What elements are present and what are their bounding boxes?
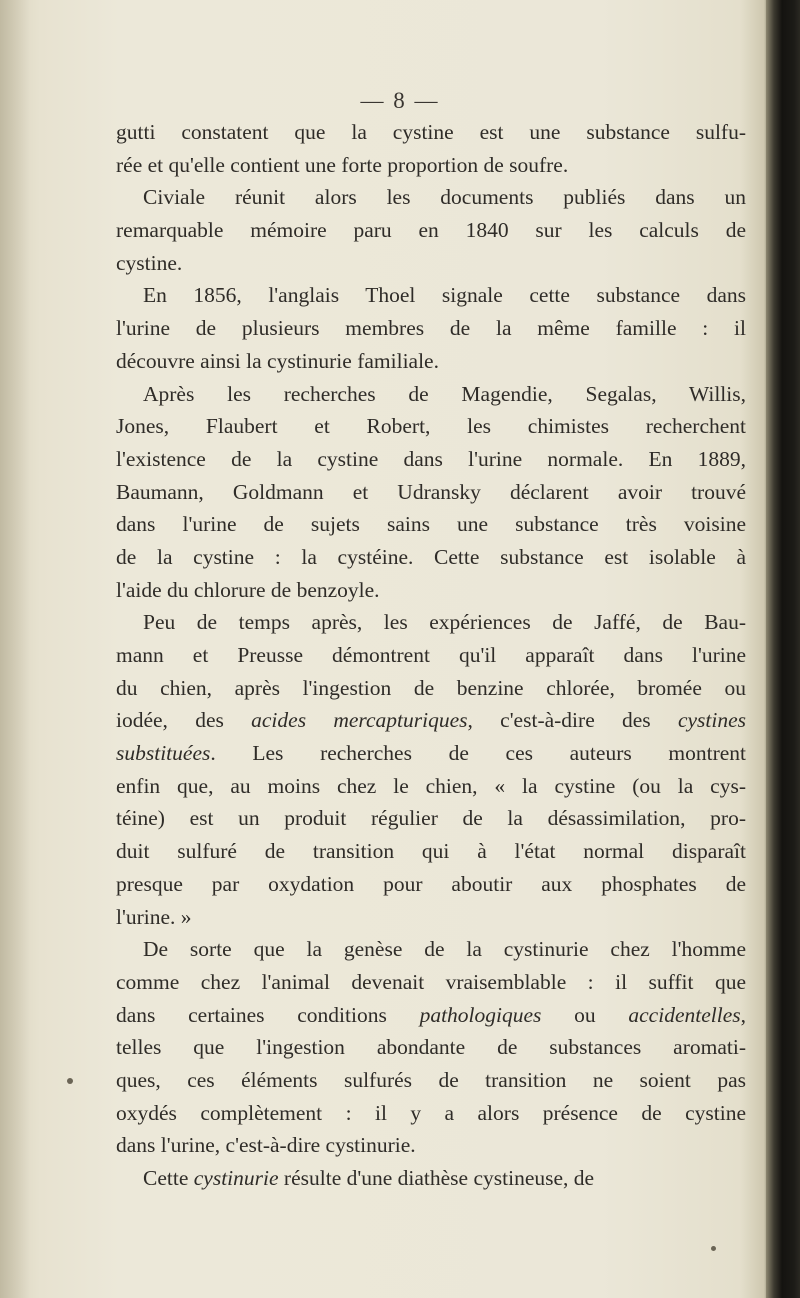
- text-run: . Les recherches de ces auteurs montrent: [210, 741, 746, 766]
- text-line: presque par oxydation pour aboutir aux phosphates de: [116, 871, 746, 896]
- text-line: l'aide du chlorure de benzoyle.: [116, 577, 380, 602]
- text-line: dans l'urine de sujets sains une substance très voisine: [116, 512, 746, 537]
- text-line: [116, 704, 746, 737]
- italic-term: pathologiques: [419, 1002, 542, 1027]
- text-line: téine) est un produit régulier de la désassimilation, pro-: [116, 806, 746, 831]
- text-line: Civiale réunit alors les documents publiés dans un: [143, 185, 746, 210]
- text-run: , c'est-à-dire des: [467, 708, 678, 733]
- italic-term: acides mercapturiques: [251, 708, 468, 733]
- text-line: l'urine. »: [116, 904, 192, 929]
- text-line: l'urine de plusieurs membres de la même famille : il: [116, 316, 746, 341]
- text-line: enfin que, au moins chez le chien, « la cystine (ou la cys-: [116, 773, 746, 798]
- text-line: découvre ainsi la cystinurie familiale.: [116, 348, 439, 373]
- page-gutter-shadow: [0, 0, 30, 1298]
- text-line: Peu de temps après, les expériences de Jaffé, de Bau-: [143, 610, 746, 635]
- text-line: cystine.: [116, 250, 183, 275]
- text-line: de la cystine : la cystéine. Cette substance est isolable à: [116, 544, 746, 569]
- italic-term: cystines: [677, 708, 746, 733]
- text-line: gutti constatent que la cystine est une substance sulfu-: [116, 120, 746, 144]
- text-line: mann et Preusse démontrent qu'il apparaît dans l'urine: [116, 643, 746, 667]
- page-number: — 8 —: [360, 88, 440, 113]
- text-line: l'existence de la cystine dans l'urine normale. En 1889,: [116, 446, 746, 471]
- book-binding: [766, 0, 800, 1298]
- italic-term: accidentelles: [628, 1002, 741, 1027]
- text-line: comme chez l'animal devenait vraisemblable : il suffit que: [116, 969, 746, 994]
- text-run: iodée, des: [116, 708, 252, 733]
- text-line: [116, 999, 746, 1032]
- ink-speck: [67, 1078, 73, 1084]
- text-line: ques, ces éléments sulfurés de transition ne soient pas: [116, 1067, 746, 1092]
- text-line: dans l'urine, c'est-à-dire cystinurie.: [116, 1133, 416, 1158]
- ink-speck: [711, 1246, 716, 1251]
- text-run: Cette: [143, 1166, 194, 1190]
- text-line: Après les recherches de Magendie, Segalas, Willis,: [143, 381, 746, 406]
- italic-term: substituées: [116, 741, 211, 766]
- text-line: duit sulfuré de transition qui à l'état normal disparaît: [116, 839, 746, 864]
- text-line: oxydés complètement : il y a alors présence de cystine: [116, 1100, 746, 1125]
- text-run: résulte d'une diathèse cystineuse, de: [278, 1166, 595, 1190]
- text-line: rée et qu'elle contient une forte proportion de soufre.: [116, 152, 569, 177]
- text-line: [116, 737, 746, 770]
- text-line: [116, 1162, 746, 1195]
- text-run: ,: [740, 1002, 746, 1027]
- text-line: En 1856, l'anglais Thoel signale cette substance dans: [143, 283, 746, 308]
- text-run: dans certaines conditions: [116, 1002, 420, 1027]
- text-line: De sorte que la genèse de la cystinurie chez l'homme: [143, 937, 746, 962]
- text-line: remarquable mémoire paru en 1840 sur les calculs de: [116, 218, 746, 243]
- italic-term: cystinurie: [193, 1166, 279, 1190]
- body-text: [116, 116, 746, 1195]
- text-line: Baumann, Goldmann et Udransky déclarent avoir trouvé: [116, 479, 746, 504]
- text-run: ou: [541, 1002, 629, 1027]
- text-line: telles que l'ingestion abondante de substances aromati-: [116, 1035, 746, 1060]
- text-line: du chien, après l'ingestion de benzine chlorée, bromée ou: [116, 675, 746, 700]
- text-line: Jones, Flaubert et Robert, les chimistes recherchent: [116, 414, 746, 439]
